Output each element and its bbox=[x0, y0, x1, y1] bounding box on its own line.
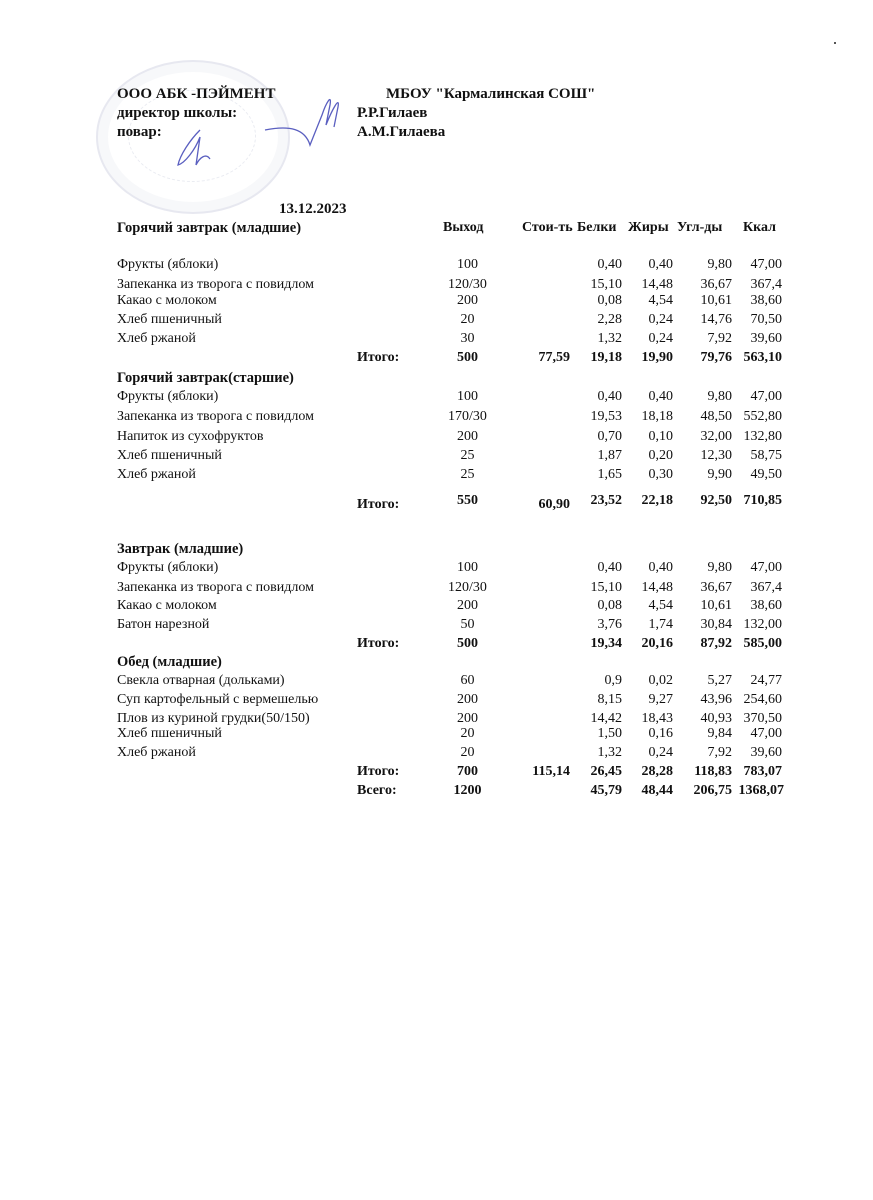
dish-name: Хлеб пшеничный bbox=[117, 312, 222, 327]
dish-output: 30 bbox=[460, 331, 475, 346]
dish-protein: 3,76 bbox=[597, 617, 622, 632]
total-fat: 20,16 bbox=[641, 636, 673, 651]
dish-kcal: 49,50 bbox=[750, 467, 782, 482]
table-row bbox=[0, 409, 873, 427]
table-row bbox=[0, 617, 873, 635]
table-row bbox=[0, 673, 873, 691]
column-header-carbs: Угл-ды bbox=[677, 220, 723, 235]
total-output: 700 bbox=[457, 764, 478, 779]
dish-kcal: 552,80 bbox=[743, 409, 782, 424]
dish-output: 120/30 bbox=[448, 277, 487, 292]
table-row bbox=[0, 467, 873, 485]
dish-name: Запеканка из творога с повидлом bbox=[117, 277, 314, 292]
dish-protein: 19,53 bbox=[590, 409, 622, 424]
total-output: 500 bbox=[457, 350, 478, 365]
section-title: Обед (младшие) bbox=[117, 654, 222, 670]
table-row bbox=[0, 692, 873, 710]
total-label: Итого: bbox=[357, 764, 400, 779]
dish-output: 200 bbox=[457, 429, 478, 444]
dish-carbs: 9,80 bbox=[707, 257, 732, 272]
dish-fat: 0,02 bbox=[648, 673, 673, 688]
dish-carbs: 30,84 bbox=[700, 617, 732, 632]
dish-carbs: 10,61 bbox=[700, 293, 732, 308]
total-carbs: 79,76 bbox=[700, 350, 732, 365]
dish-carbs: 12,30 bbox=[700, 448, 732, 463]
dish-output: 170/30 bbox=[448, 409, 487, 424]
dish-kcal: 70,50 bbox=[750, 312, 782, 327]
dish-kcal: 367,4 bbox=[750, 580, 782, 595]
dish-protein: 0,08 bbox=[597, 598, 622, 613]
table-row bbox=[0, 257, 873, 275]
dish-protein: 1,32 bbox=[597, 331, 622, 346]
dish-output: 50 bbox=[460, 617, 475, 632]
dish-name: Запеканка из творога с повидлом bbox=[117, 580, 314, 595]
total-carbs: 118,83 bbox=[694, 764, 732, 779]
dish-kcal: 39,60 bbox=[750, 745, 782, 760]
total-fat: 28,28 bbox=[641, 764, 673, 779]
dish-fat: 0,24 bbox=[648, 745, 673, 760]
dish-carbs: 9,90 bbox=[707, 467, 732, 482]
dish-fat: 9,27 bbox=[648, 692, 673, 707]
dish-kcal: 47,00 bbox=[750, 560, 782, 575]
total-cost: 77,59 bbox=[538, 350, 570, 365]
dish-carbs: 5,27 bbox=[707, 673, 732, 688]
dish-fat: 0,20 bbox=[648, 448, 673, 463]
dish-fat: 0,16 bbox=[648, 726, 673, 741]
total-protein: 26,45 bbox=[590, 764, 622, 779]
dish-kcal: 370,50 bbox=[743, 711, 782, 726]
dish-fat: 0,30 bbox=[648, 467, 673, 482]
dish-protein: 14,42 bbox=[590, 711, 622, 726]
grand-total-label: Всего: bbox=[357, 783, 397, 798]
column-header-protein: Белки bbox=[577, 220, 617, 235]
school-name: МБОУ "Кармалинская СОШ" bbox=[386, 86, 596, 102]
table-row bbox=[0, 331, 873, 349]
dish-name: Напиток из сухофруктов bbox=[117, 429, 264, 444]
cook-name: А.М.Гилаева bbox=[357, 124, 446, 140]
dish-carbs: 40,93 bbox=[700, 711, 732, 726]
column-header-cost: Стои-ть bbox=[522, 220, 573, 235]
section-title: Горячий завтрак (младшие) bbox=[117, 220, 302, 236]
column-header-kcal: Ккал bbox=[743, 220, 776, 235]
organization-name: ООО АБК -ПЭЙМЕНТ bbox=[117, 86, 276, 102]
dish-kcal: 47,00 bbox=[750, 257, 782, 272]
dish-kcal: 39,60 bbox=[750, 331, 782, 346]
dish-carbs: 7,92 bbox=[707, 745, 732, 760]
total-label: Итого: bbox=[357, 350, 400, 365]
dish-protein: 0,40 bbox=[597, 389, 622, 404]
dish-name: Хлеб ржаной bbox=[117, 745, 196, 760]
table-row bbox=[0, 312, 873, 330]
dish-kcal: 24,77 bbox=[750, 673, 782, 688]
dish-kcal: 47,00 bbox=[750, 726, 782, 741]
dish-name: Суп картофельный с вермешелью bbox=[117, 692, 319, 707]
dish-protein: 0,40 bbox=[597, 257, 622, 272]
total-fat: 22,18 bbox=[641, 493, 673, 508]
total-row bbox=[0, 636, 873, 654]
dish-name: Какао с молоком bbox=[117, 293, 217, 308]
dish-carbs: 48,50 bbox=[700, 409, 732, 424]
dish-fat: 0,40 bbox=[648, 560, 673, 575]
dish-kcal: 38,60 bbox=[750, 598, 782, 613]
dish-protein: 0,9 bbox=[604, 673, 622, 688]
dish-carbs: 43,96 bbox=[700, 692, 732, 707]
table-row bbox=[0, 598, 873, 616]
scan-speck bbox=[834, 42, 836, 44]
dish-carbs: 36,67 bbox=[700, 580, 732, 595]
dish-output: 200 bbox=[457, 692, 478, 707]
dish-fat: 0,10 bbox=[648, 429, 673, 444]
total-protein: 23,52 bbox=[590, 493, 622, 508]
dish-protein: 8,15 bbox=[597, 692, 622, 707]
dish-carbs: 9,84 bbox=[707, 726, 732, 741]
dish-output: 200 bbox=[457, 293, 478, 308]
dish-fat: 1,74 bbox=[648, 617, 673, 632]
dish-output: 20 bbox=[460, 726, 475, 741]
total-row bbox=[0, 350, 873, 368]
dish-protein: 1,65 bbox=[597, 467, 622, 482]
dish-kcal: 132,00 bbox=[743, 617, 782, 632]
column-header-output: Выход bbox=[443, 220, 484, 235]
table-row bbox=[0, 580, 873, 598]
dish-fat: 4,54 bbox=[648, 293, 673, 308]
dish-fat: 14,48 bbox=[641, 580, 673, 595]
total-kcal: 783,07 bbox=[743, 764, 782, 779]
dish-kcal: 38,60 bbox=[750, 293, 782, 308]
dish-fat: 0,40 bbox=[648, 389, 673, 404]
total-kcal: 710,85 bbox=[743, 493, 782, 508]
dish-name: Плов из куриной грудки(50/150) bbox=[117, 711, 310, 726]
dish-output: 100 bbox=[457, 560, 478, 575]
dish-fat: 14,48 bbox=[641, 277, 673, 292]
dish-name: Батон нарезной bbox=[117, 617, 210, 632]
total-carbs: 87,92 bbox=[700, 636, 732, 651]
cook-label: повар: bbox=[117, 124, 162, 140]
dish-output: 20 bbox=[460, 312, 475, 327]
table-row bbox=[0, 293, 873, 311]
dish-kcal: 254,60 bbox=[743, 692, 782, 707]
total-protein: 19,18 bbox=[590, 350, 622, 365]
dish-name: Хлеб пшеничный bbox=[117, 726, 222, 741]
total-carbs: 92,50 bbox=[700, 493, 732, 508]
grand-total-protein: 45,79 bbox=[590, 783, 622, 798]
dish-carbs: 36,67 bbox=[700, 277, 732, 292]
total-protein: 19,34 bbox=[590, 636, 622, 651]
dish-output: 200 bbox=[457, 711, 478, 726]
grand-total-kcal: 1368,07 bbox=[738, 783, 784, 798]
dish-output: 100 bbox=[457, 257, 478, 272]
table-row bbox=[0, 745, 873, 763]
grand-total-row bbox=[0, 783, 873, 801]
dish-name: Фрукты (яблоки) bbox=[117, 257, 219, 272]
dish-output: 200 bbox=[457, 598, 478, 613]
dish-carbs: 9,80 bbox=[707, 389, 732, 404]
dish-protein: 0,70 bbox=[597, 429, 622, 444]
dish-name: Фрукты (яблоки) bbox=[117, 389, 219, 404]
dish-fat: 0,24 bbox=[648, 331, 673, 346]
table-row bbox=[0, 726, 873, 744]
director-label: директор школы: bbox=[117, 105, 238, 121]
dish-name: Фрукты (яблоки) bbox=[117, 560, 219, 575]
dish-name: Хлеб ржаной bbox=[117, 467, 196, 482]
grand-total-fat: 48,44 bbox=[641, 783, 673, 798]
total-row bbox=[0, 493, 873, 511]
dish-name: Свекла отварная (дольками) bbox=[117, 673, 285, 688]
dish-kcal: 58,75 bbox=[750, 448, 782, 463]
dish-protein: 0,40 bbox=[597, 560, 622, 575]
table-row bbox=[0, 429, 873, 447]
total-fat: 19,90 bbox=[641, 350, 673, 365]
dish-output: 120/30 bbox=[448, 580, 487, 595]
dish-protein: 15,10 bbox=[590, 580, 622, 595]
dish-output: 25 bbox=[460, 467, 475, 482]
dish-kcal: 367,4 bbox=[750, 277, 782, 292]
dish-protein: 15,10 bbox=[590, 277, 622, 292]
dish-kcal: 132,80 bbox=[743, 429, 782, 444]
total-kcal: 585,00 bbox=[743, 636, 782, 651]
dish-fat: 18,43 bbox=[641, 711, 673, 726]
total-row bbox=[0, 764, 873, 782]
column-header-fat: Жиры bbox=[628, 220, 669, 235]
grand-total-output: 1200 bbox=[453, 783, 482, 798]
dish-fat: 18,18 bbox=[641, 409, 673, 424]
dish-name: Хлеб ржаной bbox=[117, 331, 196, 346]
dish-output: 25 bbox=[460, 448, 475, 463]
dish-protein: 1,87 bbox=[597, 448, 622, 463]
director-name: Р.Р.Гилаев bbox=[357, 105, 428, 121]
total-label: Итого: bbox=[357, 636, 400, 651]
section-title: Завтрак (младшие) bbox=[117, 541, 244, 557]
total-cost: 60,90 bbox=[538, 497, 570, 512]
dish-output: 60 bbox=[460, 673, 475, 688]
table-row bbox=[0, 448, 873, 466]
section-title: Горячий завтрак(старшие) bbox=[117, 370, 294, 386]
dish-output: 20 bbox=[460, 745, 475, 760]
dish-protein: 1,32 bbox=[597, 745, 622, 760]
dish-name: Запеканка из творога с повидлом bbox=[117, 409, 314, 424]
dish-carbs: 10,61 bbox=[700, 598, 732, 613]
dish-carbs: 32,00 bbox=[700, 429, 732, 444]
total-output: 550 bbox=[457, 493, 478, 508]
dish-carbs: 7,92 bbox=[707, 331, 732, 346]
menu-date: 13.12.2023 bbox=[279, 201, 347, 217]
grand-total-carbs: 206,75 bbox=[693, 783, 732, 798]
dish-fat: 4,54 bbox=[648, 598, 673, 613]
table-row bbox=[0, 560, 873, 578]
dish-name: Какао с молоком bbox=[117, 598, 217, 613]
dish-protein: 0,08 bbox=[597, 293, 622, 308]
dish-output: 100 bbox=[457, 389, 478, 404]
dish-fat: 0,24 bbox=[648, 312, 673, 327]
total-label: Итого: bbox=[357, 497, 400, 512]
dish-carbs: 9,80 bbox=[707, 560, 732, 575]
dish-protein: 1,50 bbox=[597, 726, 622, 741]
total-cost: 115,14 bbox=[532, 764, 570, 779]
dish-name: Хлеб пшеничный bbox=[117, 448, 222, 463]
table-row bbox=[0, 389, 873, 407]
dish-fat: 0,40 bbox=[648, 257, 673, 272]
dish-kcal: 47,00 bbox=[750, 389, 782, 404]
total-output: 500 bbox=[457, 636, 478, 651]
dish-carbs: 14,76 bbox=[700, 312, 732, 327]
total-kcal: 563,10 bbox=[743, 350, 782, 365]
dish-protein: 2,28 bbox=[597, 312, 622, 327]
